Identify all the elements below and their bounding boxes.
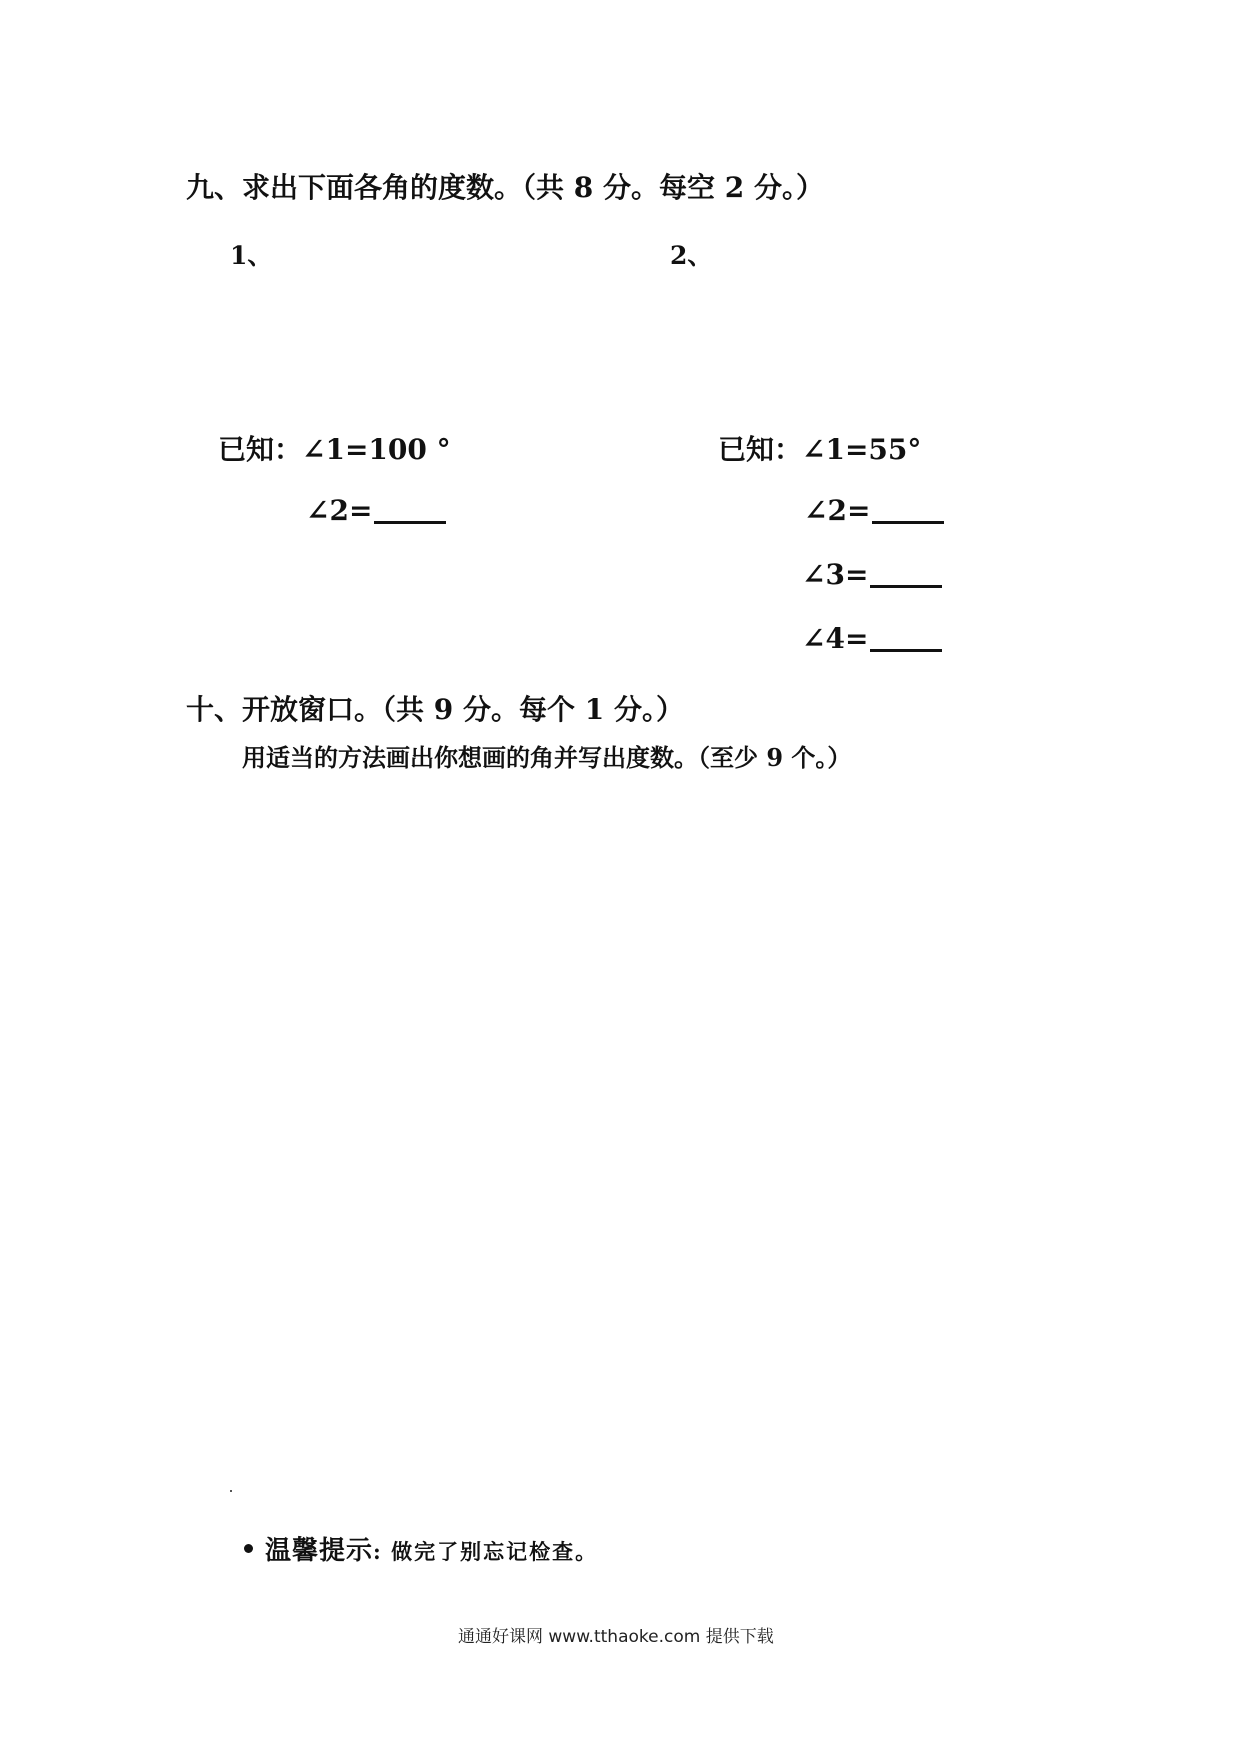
section9-title: 九、求出下面各角的度数。（共 8 分。每空 2 分。） [186, 171, 824, 204]
reminder-tip [244, 1530, 598, 1567]
question2-answer-row-3 [802, 622, 942, 655]
question2-given: 已知：∠1=55° [718, 433, 922, 466]
question2-answer-row-2 [802, 558, 942, 591]
question1-angle2-label: ∠2= [306, 494, 373, 527]
tip-label: 温馨提示 [265, 1536, 374, 1566]
question1-answer-row [306, 494, 446, 527]
question2-angle2-label: ∠2= [804, 494, 871, 527]
question1-label: 1、 [230, 241, 273, 270]
section10-instruction: 用适当的方法画出你想画的角并写出度数。（至少 9 个。） [242, 743, 852, 772]
scan-speck [230, 1490, 232, 1492]
question1-angle2-blank[interactable] [374, 495, 446, 524]
question2-angle2-blank[interactable] [872, 495, 944, 524]
tip-body: 做完了别忘记检查。 [391, 1539, 599, 1564]
section10-title: 十、开放窗口。（共 9 分。每个 1 分。） [186, 693, 684, 726]
question2-answer-row-1 [804, 494, 944, 527]
page-footer: 通通好课网 www.tthaoke.com 提供下载 [458, 1627, 774, 1647]
question2-angle4-blank[interactable] [870, 623, 942, 652]
question1-given: 已知：∠1=100 ° [218, 433, 451, 466]
question2-angle3-label: ∠3= [802, 558, 869, 591]
tip-colon: : [373, 1539, 383, 1564]
bullet-icon [244, 1544, 253, 1553]
question2-label: 2、 [670, 241, 713, 270]
question2-angle4-label: ∠4= [802, 622, 869, 655]
question2-angle3-blank[interactable] [870, 559, 942, 588]
